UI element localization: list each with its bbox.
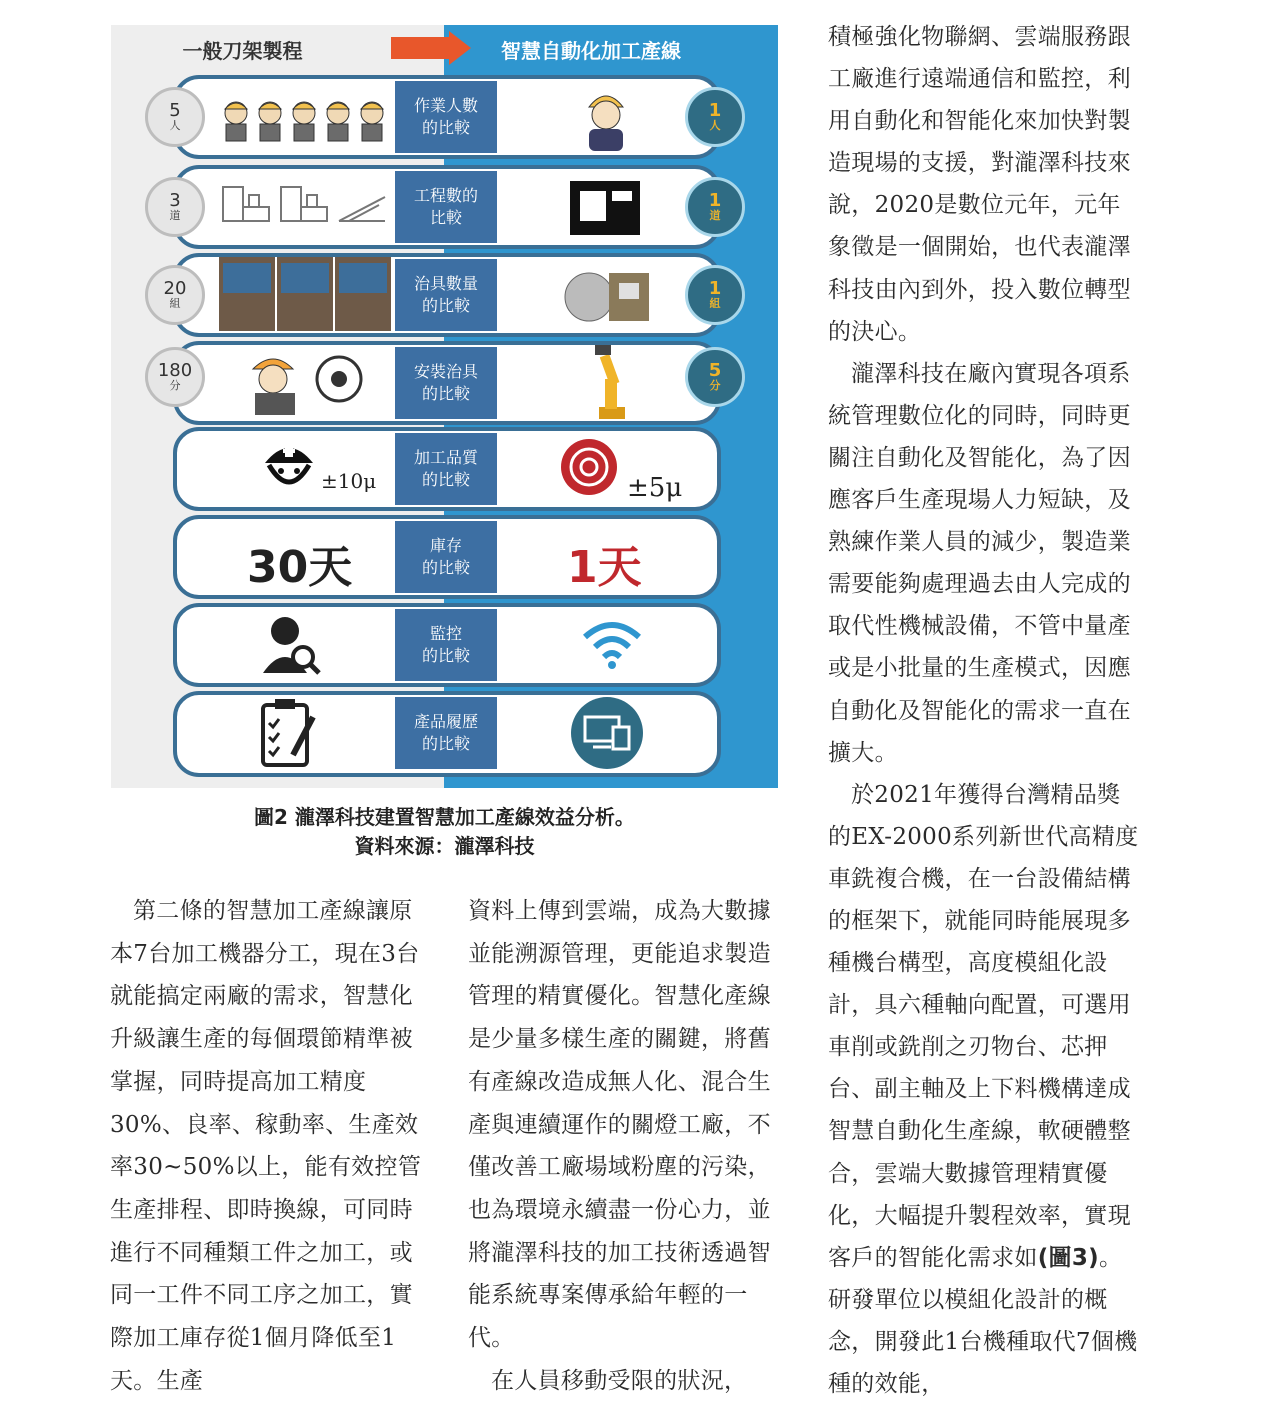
label-workers: 作業人數 的比較 (395, 81, 497, 153)
header-smart-line: 智慧自動化加工產線 (501, 38, 681, 63)
left-count-badge: 20 組 (145, 265, 205, 325)
workers-group-icon (221, 95, 391, 145)
paragraph: 在人員移動受限的狀況， (491, 1367, 748, 1394)
paragraph: 積極強化物聯網、雲端服務跟工廠進行遠端通信和監控，利用自動化和智能化來加快對製造現場的支援，對瀧澤科技來說，2020是數位元年，元年象徵是一個開始，也代表瀧澤科技由內到外，投入數位轉型的決心。 (828, 24, 1131, 345)
inventory-left-value: 30天 (247, 542, 353, 593)
cnc-machine-icon (566, 175, 646, 239)
text-column-1 (110, 890, 424, 1402)
left-count-badge: 3 道 (145, 177, 205, 237)
paragraph: 瀧澤科技在廠內實現各項系統管理數位化的同時，同時更關注自動化及智能化，為了因應客戶生產現場人力短缺，及熟練作業人員的減少，製造業需要能夠處理過去由人完成的取代性機械設備，不管中量產或是小批量的生產模式，因應自動化及智能化的需求一直在擴大。 (828, 360, 1131, 766)
machines-sketch-icon (219, 177, 389, 237)
clipboard-checklist-icon (259, 697, 321, 769)
label-product-history: 產品履歷 的比較 (395, 697, 497, 769)
inventory-right-value: 1天 (567, 542, 642, 593)
inspector-face-icon (261, 437, 317, 493)
caption-source: 資料來源：瀧澤科技 (354, 834, 535, 858)
label-monitoring: 監控 的比較 (395, 609, 497, 681)
right-count-badge: 1 道 (685, 177, 745, 237)
robot-arm-icon (589, 341, 635, 421)
paragraph-text: 於2021年獲得台灣精品獎的EX-2000系列新世代高精度車銑複合機，在一台設備結構的框架下，就能同時能展現多種機台構型，高度模組化設計，具六種軸向配置，可選用車削或銑削之刃物台、芯押台、副主軸及上下料機構達成智慧自動化生產線，軟硬體整合，雲端大數據管理精實優化，大幅提升製程效率，實現客戶的智能化需求如 (828, 781, 1139, 1271)
precision-target-icon (559, 437, 619, 497)
figure-reference: (圖3) (1037, 1244, 1099, 1271)
tolerance-left: ±10μ (321, 469, 377, 493)
caption-title: 圖2 瀧澤科技建置智慧加工產線效益分析。 (254, 805, 635, 829)
right-count-badge: 1 人 (685, 87, 745, 147)
left-count-badge: 180 分 (145, 347, 205, 407)
label-quality: 加工品質 的比較 (395, 433, 497, 505)
fixture-photos (219, 257, 391, 331)
arrow-right-icon (391, 37, 451, 59)
person-search-icon (261, 613, 321, 677)
label-inventory: 庫存 的比較 (395, 521, 497, 593)
devices-icon (569, 695, 645, 771)
worker-icon (581, 85, 631, 151)
left-count-badge: 5 人 (145, 87, 205, 147)
label-installation: 安裝治具 的比較 (395, 347, 497, 419)
paragraph: 第二條的智慧加工產線讓原本7台加工機器分工，現在3台就能搞定兩廠的需求，智慧化升級讓生產的每個環節精準被掌握，同時提高加工精度30%、良率、稼動率、生產效率30~50%以上，能有效控管生產排程、即時換線，可同時進行不同種類工件之加工，或同一工件不同工序之加工，實際加工庫存從1個月降低至1天。生產 (110, 898, 422, 1394)
paragraph: 資料上傳到雲端，成為大數據並能溯源管理，更能追求製造管理的精實優化。智慧化產線是少量多樣生產的關鍵，將舊有產線改造成無人化、混合生產與連續運作的關燈工廠，不僅改善工廠場域粉塵的污染，也為環境永續盡一份心力，並將瀧澤科技的加工技術透過智能系統專案傳承給年輕的一代。 (468, 898, 771, 1352)
label-fixtures: 治具數量 的比較 (395, 259, 497, 331)
benefit-analysis-figure (111, 25, 778, 788)
right-count-badge: 5 分 (685, 347, 745, 407)
tolerance-right: ±5μ (627, 473, 683, 503)
wifi-icon (581, 619, 643, 671)
right-count-badge: 1 組 (685, 265, 745, 325)
paragraph-text: 。研發單位以模組化設計的概念，開發此1台機種取代7個機種的效能， (828, 1244, 1138, 1397)
figure-caption (111, 803, 778, 861)
text-column-2 (468, 890, 782, 1402)
paragraph (828, 774, 1142, 1405)
worker-installing-icon (239, 345, 379, 417)
label-processes: 工程數的 比較 (395, 171, 497, 243)
text-column-3 (828, 16, 1142, 1405)
turret-icon (559, 257, 655, 331)
header-conventional: 一般刀架製程 (182, 38, 303, 63)
